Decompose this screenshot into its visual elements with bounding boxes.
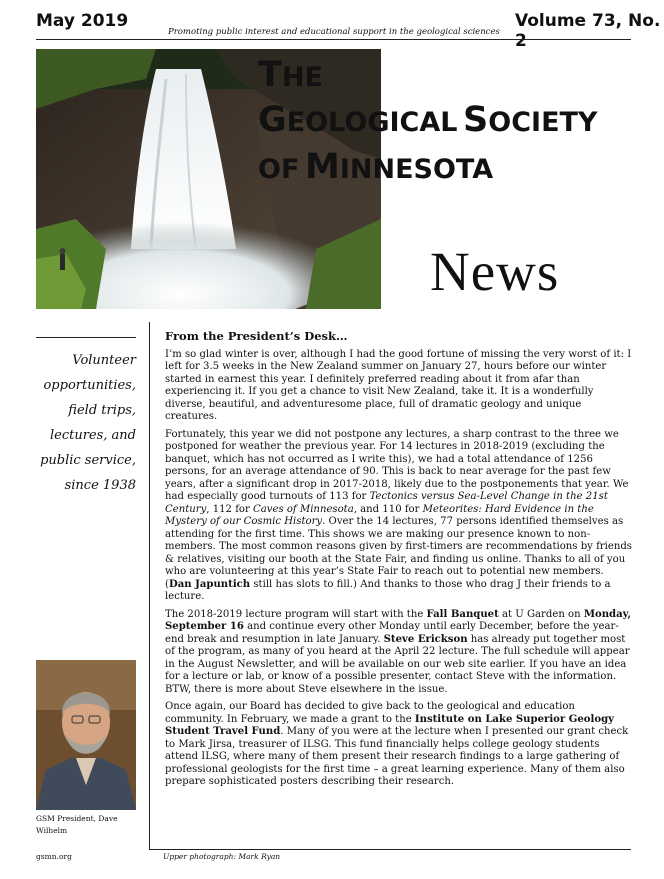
- quote-line: since 1938: [64, 478, 136, 493]
- sidebar-quote: [36, 348, 136, 498]
- footer-rule: [149, 849, 631, 850]
- article-paragraph: Fortunately, this year we did not postpone any lectures, a sharp contrast to the three we postponed for weather the previous year. For 14 lectures in 2018-2019 (excluding the banquet, which has not occurred as I write this), we had a total attendance of 1256 persons, for an average attendance of 90. This is back to near average for the past few years, after a significant drop in 2017-2018, likely due to the postponements that year. We had especially good turnouts of 113 for Tectonics versus Sea-Level Change in the 21st Century, 112 for Caves of Minnesota, and 110 for Meteorites: Hard Evidence in the Mystery of our Cosmic History. Over the 14 lectures, 77 persons identified themselves as attending for the first time. This shows we are making our presence known to non-members. The most common reasons given by first-timers are recommendations by friends & relatives, visiting our booth at the State Fair, and finding us online. Thanks to all of you who are volunteering at this year’s State Fair to reach out to potential new members. (Dan Japuntich still has slots to fill.) And thanks to those who drag J their friends to a lecture.: [165, 428, 632, 602]
- article-heading: From the President’s Desk…: [165, 329, 348, 343]
- quote-line: opportunities,: [43, 378, 136, 393]
- website-link[interactable]: gsmn.org: [36, 852, 72, 861]
- masthead-cap: M: [304, 147, 340, 187]
- column-divider: [149, 322, 150, 849]
- issue-date: May 2019: [36, 11, 129, 31]
- sidebar-rule: [36, 337, 136, 338]
- header-rule: [36, 39, 631, 40]
- masthead-smallcaps: INNESOTA: [339, 154, 494, 185]
- masthead-title: [258, 55, 648, 187]
- quote-line: lectures, and: [49, 428, 136, 443]
- masthead-cap: G: [258, 100, 287, 140]
- masthead-smallcaps: OF: [258, 154, 300, 185]
- photo-credit: Upper photograph: Mark Ryan: [163, 852, 281, 861]
- portrait-caption: GSM President, Dave Wilhelm: [36, 814, 118, 835]
- article-paragraph: Once again, our Board has decided to give back to the geological and education community. In February, we made a grant to the Institute on Lake Superior Geology Student Travel Fund. Many of you were at the lecture when I presented our grant check to Mark Jirsa, treasurer of ILSG. This fund financially helps college geology students attend ILSG, where many of them present their research findings to a large gathering of professional geologists for the first time – a great learning experience. Many of them also prepare sophisticated posters describing their research.: [165, 701, 629, 787]
- masthead-smallcaps: HE: [281, 62, 323, 93]
- masthead-cap: S: [463, 100, 489, 140]
- volume-number: Volume 73, No. 2: [515, 11, 661, 51]
- quote-line: public service,: [40, 453, 136, 468]
- masthead-cap: T: [258, 55, 282, 95]
- article-paragraph: The 2018-2019 lecture program will start with the Fall Banquet at U Garden on Monday, September 16 and continue every other Monday until early December, before the year-end break and resumption in late January. Steve Erickson has already put together most of the program, as many of you heard at the April 22 lecture. The full schedule will appear in the August Newsletter, and will be available on our web site earlier. If you have an idea for a lecture or lab, or know of a possible presenter, contact Steve with the information. BTW, there is more about Steve elsewhere in the issue.: [165, 608, 632, 695]
- news-wordmark: News: [430, 241, 560, 302]
- quote-line: Volunteer: [72, 353, 136, 368]
- masthead-smallcaps: OCIETY: [488, 107, 598, 138]
- article-paragraph: I’m so glad winter is over, although I had the good fortune of missing the very worst of it: I left for 3.5 weeks in the New Zealand summer on January 27, hours before our winter started in earnest this year. I definitely preferred reading about it from afar than experiencing it. If you get a chance to visit New Zealand, take it. It is a wonderfully diverse, beautiful, and adventuresome place, full of dramatic geology and unique creatures.: [165, 348, 632, 422]
- quote-line: field trips,: [68, 403, 136, 418]
- president-portrait: [36, 660, 136, 810]
- tagline: Promoting public interest and educational support in the geological sciences: [168, 27, 500, 37]
- masthead-smallcaps: EOLOGICAL: [286, 107, 458, 138]
- presidents-article: [165, 330, 633, 794]
